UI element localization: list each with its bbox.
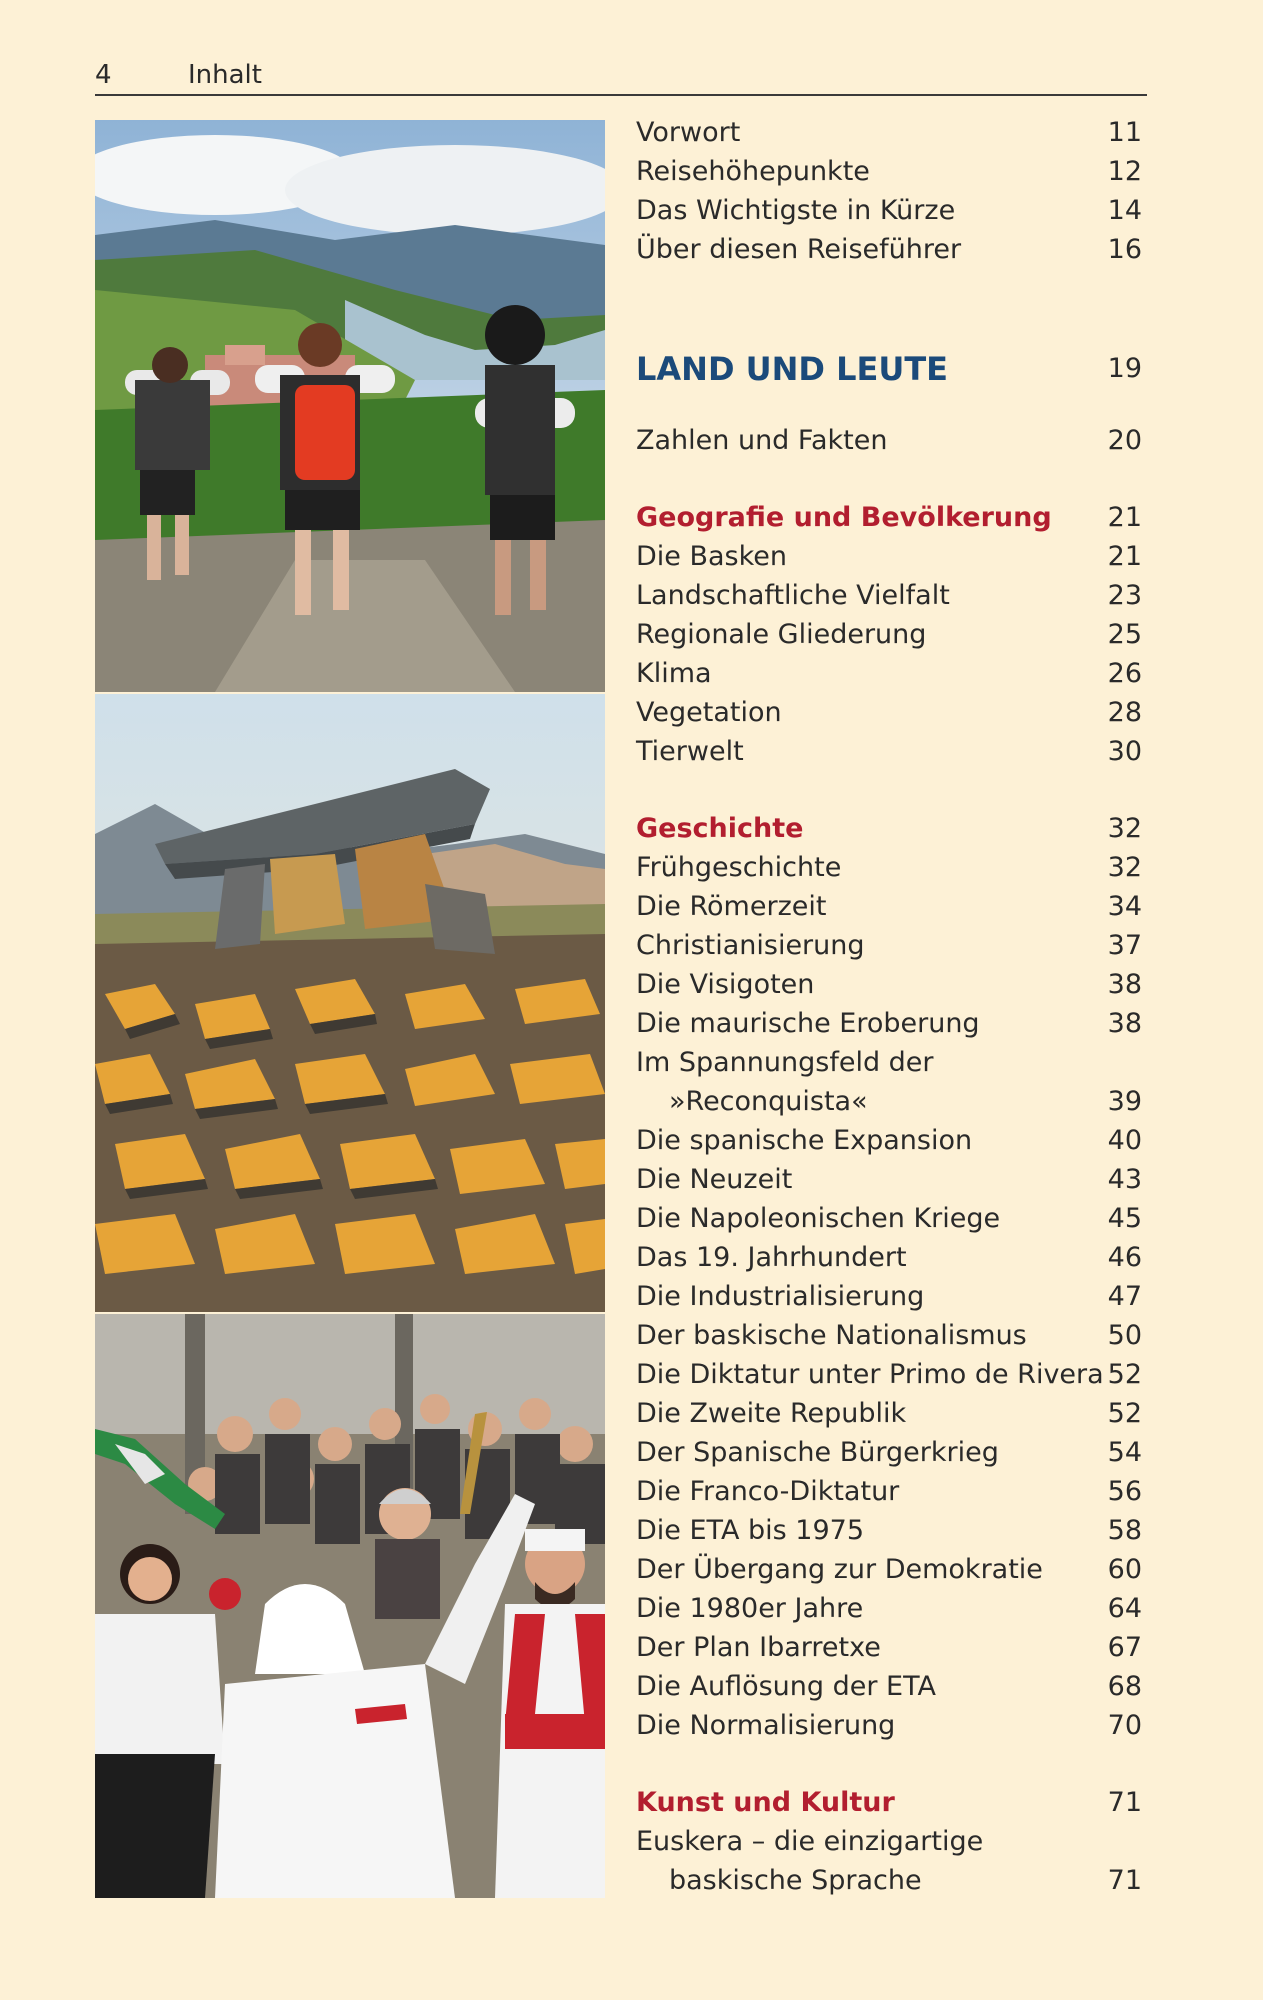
hikers-photo: [95, 120, 605, 692]
festival-photo: [95, 1314, 605, 1898]
page-header: [95, 58, 1147, 96]
toc-entry[interactable]: Euskera – die einzigartige: [636, 1826, 984, 1857]
toc-entry[interactable]: Klima 26: [636, 658, 1142, 689]
toc-entry[interactable]: Landschaftliche Vielfalt 23: [636, 580, 1142, 611]
toc-part-heading[interactable]: LAND UND LEUTE 19: [636, 350, 1142, 388]
toc-entry[interactable]: Der Plan Ibarretxe 67: [636, 1632, 1142, 1663]
toc-entry[interactable]: Der baskische Nationalismus 50: [636, 1320, 1142, 1351]
toc-entry[interactable]: Der Spanische Bürgerkrieg 54: [636, 1437, 1142, 1468]
toc-entry[interactable]: Im Spannungsfeld der: [636, 1047, 934, 1078]
toc-entry[interactable]: Die ETA bis 1975 58: [636, 1515, 1142, 1546]
photo-column: [95, 120, 605, 1898]
toc-entry[interactable]: Die Franco-Diktatur 56: [636, 1476, 1142, 1507]
toc-entry[interactable]: Die Neuzeit 43: [636, 1164, 1142, 1195]
toc-chapter-heading[interactable]: Geografie und Bevölkerung 21: [636, 502, 1142, 533]
toc-entry[interactable]: Die Normalisierung 70: [636, 1710, 1142, 1741]
toc-entry-continued[interactable]: »Reconquista« 39: [669, 1086, 1142, 1117]
toc-entry[interactable]: Regionale Gliederung 25: [636, 619, 1142, 650]
toc-entry[interactable]: Vegetation 28: [636, 697, 1142, 728]
toc-entry[interactable]: Zahlen und Fakten 20: [636, 425, 1142, 456]
toc-chapter-heading[interactable]: Geschichte 32: [636, 813, 1142, 844]
toc-entry[interactable]: Die Industrialisierung 47: [636, 1281, 1142, 1312]
table-of-contents: [636, 113, 1142, 1900]
toc-entry[interactable]: Das Wichtigste in Kürze 14: [636, 195, 1142, 226]
section-title: Inhalt: [188, 60, 262, 90]
toc-entry[interactable]: Die Basken 21: [636, 541, 1142, 572]
toc-entry[interactable]: Der Übergang zur Demokratie 60: [636, 1554, 1142, 1585]
toc-entry[interactable]: Reisehöhepunkte 12: [636, 156, 1142, 187]
toc-entry[interactable]: Die Römerzeit 34: [636, 891, 1142, 922]
toc-entry[interactable]: Vorwort 11: [636, 117, 1142, 148]
toc-entry[interactable]: Die Napoleonischen Kriege 45: [636, 1203, 1142, 1234]
toc-entry[interactable]: Tierwelt 30: [636, 736, 1142, 767]
toc-entry[interactable]: Die 1980er Jahre 64: [636, 1593, 1142, 1624]
toc-entry[interactable]: Über diesen Reiseführer 16: [636, 234, 1142, 265]
toc-entry[interactable]: Die spanische Expansion 40: [636, 1125, 1142, 1156]
toc-entry[interactable]: Christianisierung 37: [636, 930, 1142, 961]
toc-entry[interactable]: Die maurische Eroberung 38: [636, 1008, 1142, 1039]
toc-entry[interactable]: Das 19. Jahrhundert 46: [636, 1242, 1142, 1273]
toc-entry[interactable]: Die Zweite Republik 52: [636, 1398, 1142, 1429]
toc-entry[interactable]: Frühgeschichte 32: [636, 852, 1142, 883]
toc-chapter-heading[interactable]: Kunst und Kultur 71: [636, 1787, 1142, 1818]
page-number: 4: [95, 60, 112, 90]
toc-entry[interactable]: Die Visigoten 38: [636, 969, 1142, 1000]
toc-entry-continued[interactable]: baskische Sprache 71: [669, 1865, 1142, 1896]
toc-entry[interactable]: Die Auflösung der ETA 68: [636, 1671, 1142, 1702]
dolmen-photo: [95, 694, 605, 1312]
toc-entry[interactable]: Die Diktatur unter Primo de Rivera 52: [636, 1359, 1142, 1390]
